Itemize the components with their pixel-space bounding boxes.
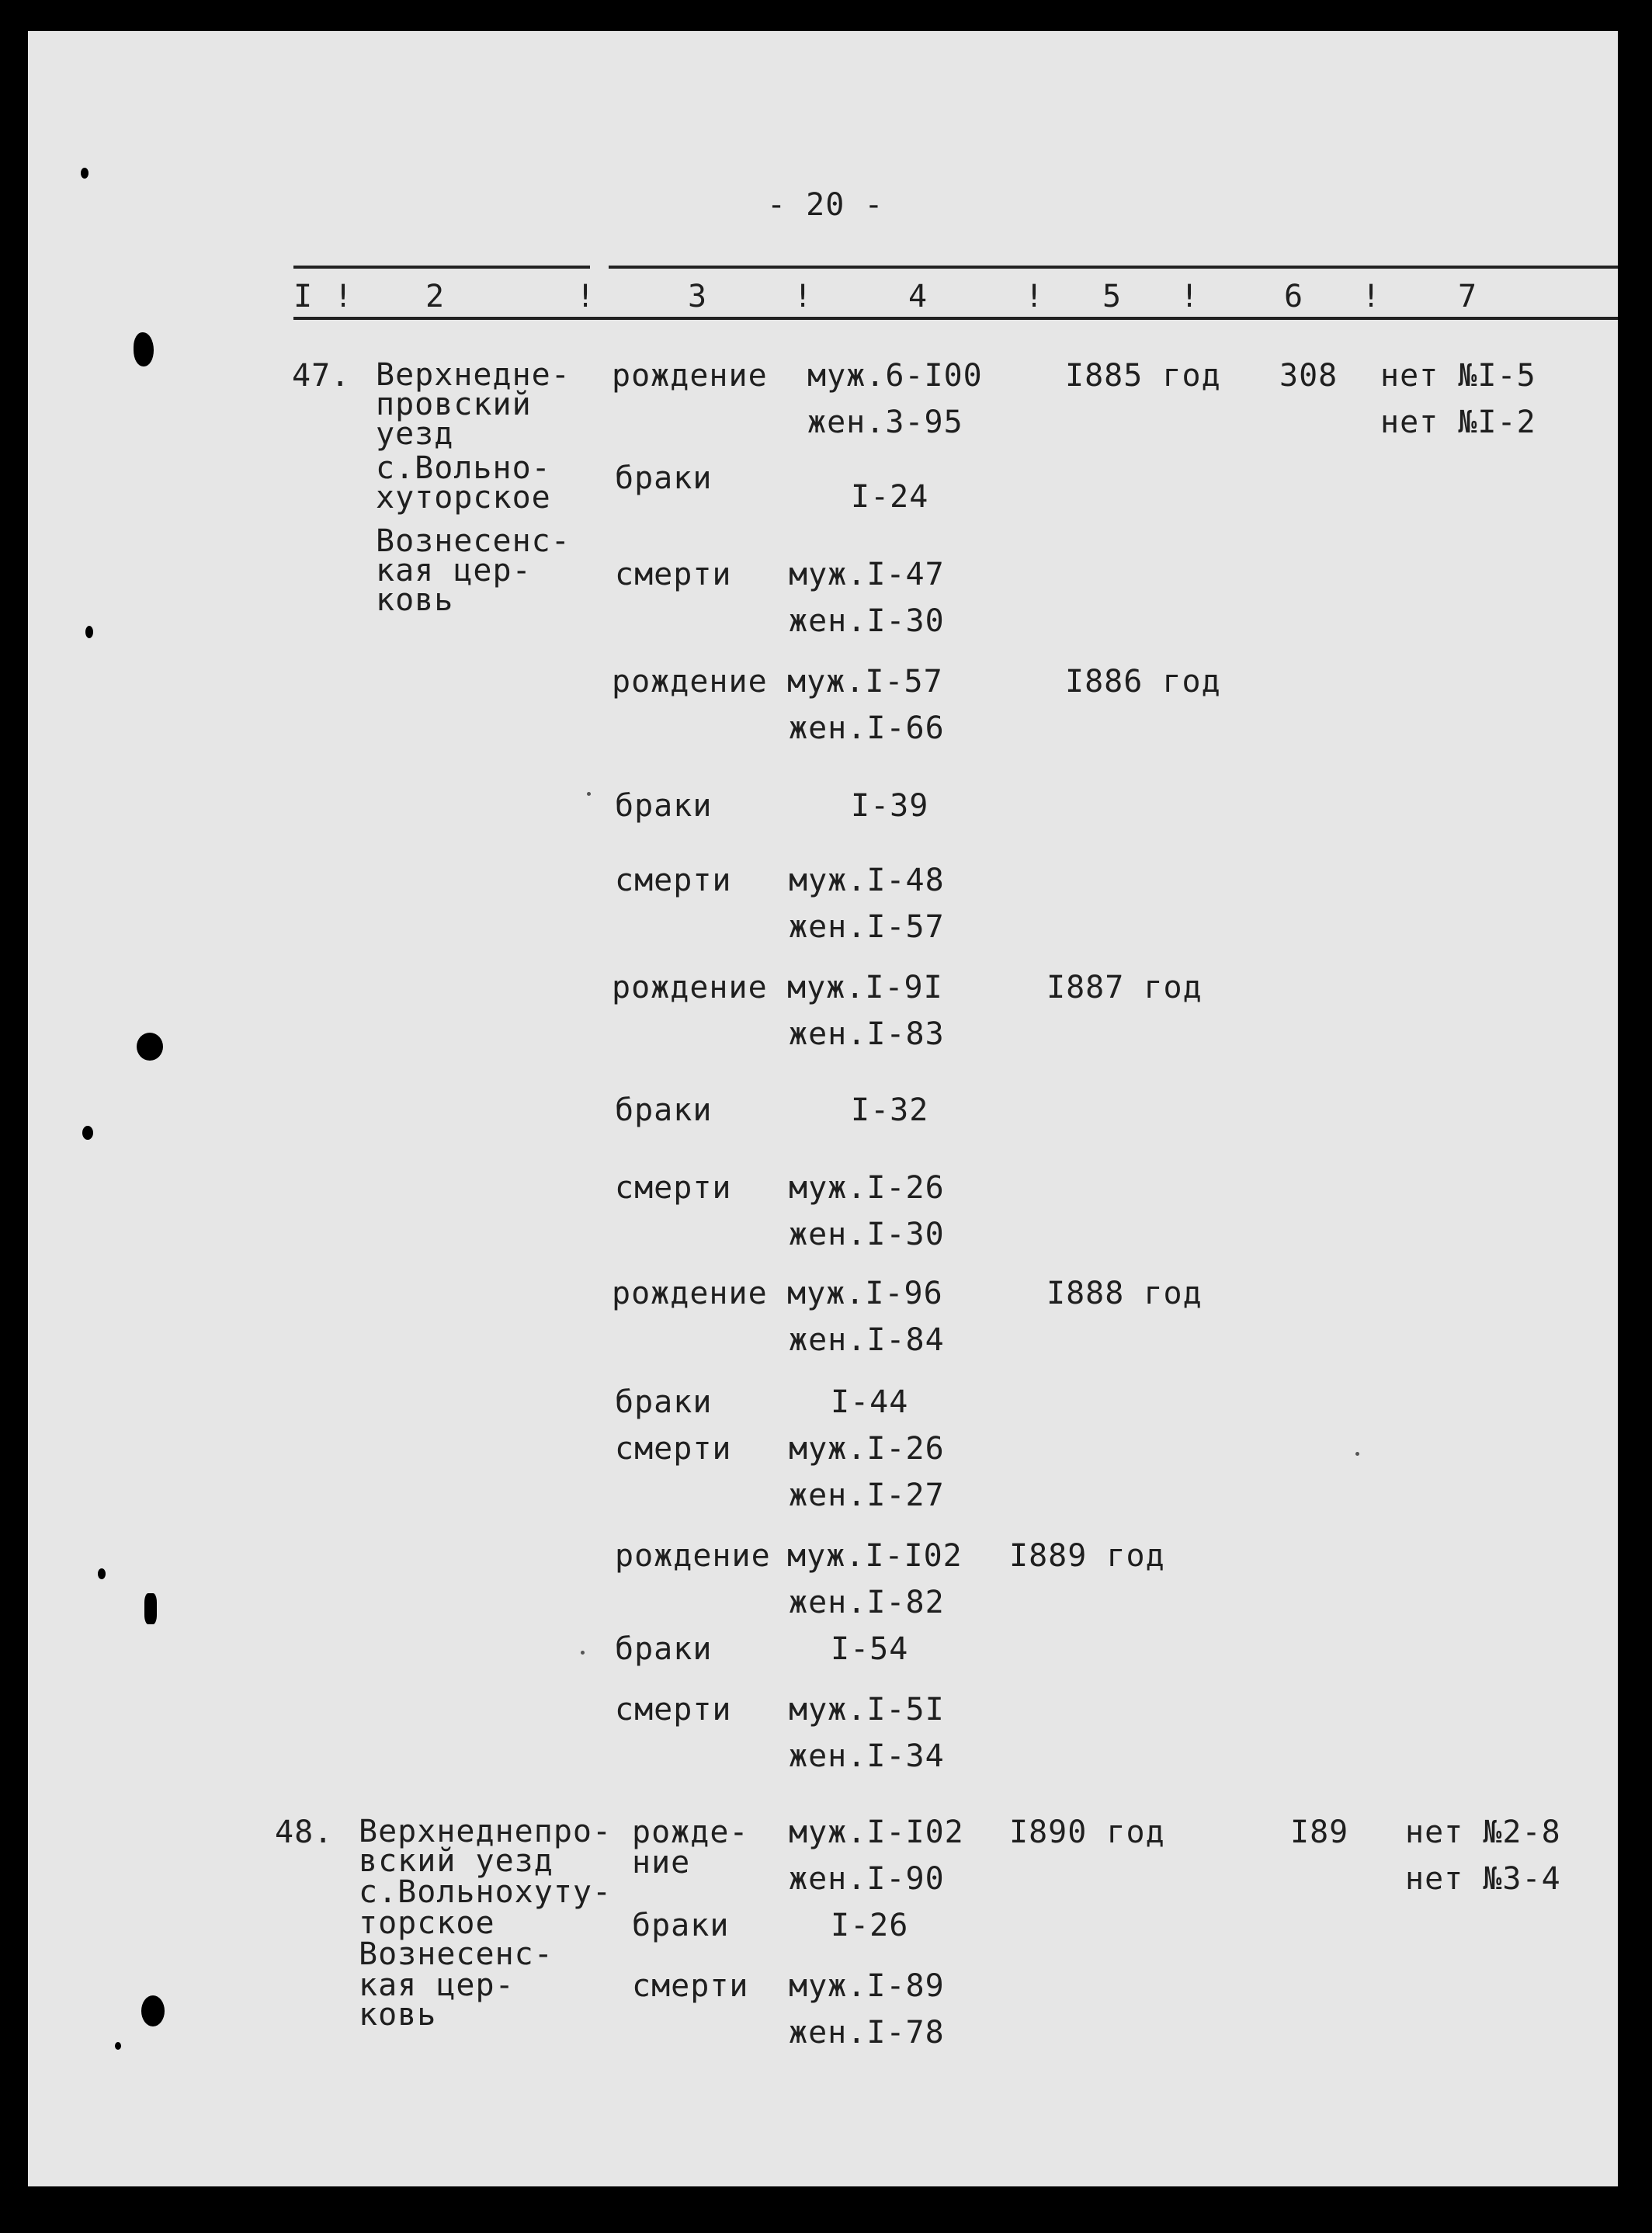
death-label: смерти [615, 1170, 732, 1206]
death-female: жен.I-30 [789, 1217, 945, 1252]
birth-label: рождение [612, 664, 768, 700]
header-rule-top-right [609, 266, 1618, 269]
birth-male: муж.I-I02 [787, 1538, 963, 1574]
page-number: - 20 - [767, 187, 884, 223]
birth-male: муж.I-I02 [789, 1815, 964, 1850]
death-male: муж.I-5I [789, 1692, 945, 1728]
birth-label: рождение [612, 358, 768, 394]
death-female: жен.I-30 [789, 603, 945, 639]
place-line: торское [359, 1905, 495, 1941]
column-separator: ! [793, 279, 814, 314]
column-separator: ! [1180, 279, 1200, 314]
year: I888 год [1046, 1276, 1203, 1311]
year: I889 год [1009, 1538, 1165, 1574]
place-line: ковь [376, 582, 454, 618]
death-label: смерти [632, 1968, 749, 2004]
birth-female: жен.I-83 [789, 1016, 945, 1052]
death-label: смерти [615, 557, 732, 592]
col7-value: нет №3-4 [1405, 1861, 1561, 1897]
birth-label: ние [632, 1845, 691, 1881]
death-female: жен.I-57 [789, 909, 945, 945]
marriage-label: браки [615, 1384, 713, 1420]
death-label: смерти [615, 863, 732, 898]
place-line: с.Вольно- [376, 450, 551, 486]
column-number: 7 [1458, 279, 1478, 314]
marriage-value: I-24 [851, 479, 929, 515]
col7-value: нет №I-2 [1380, 405, 1536, 440]
death-male: муж.I-48 [789, 863, 945, 898]
marriage-value: I-44 [831, 1384, 909, 1420]
birth-female: жен.3-95 [807, 405, 963, 440]
column-number: 3 [688, 279, 708, 314]
punch-hole [115, 2042, 121, 2050]
death-male: муж.I-47 [789, 557, 945, 592]
death-female: жен.I-34 [789, 1738, 945, 1774]
header-rule-bottom [293, 317, 1618, 320]
birth-female: жен.I-82 [789, 1585, 945, 1620]
col7-value: нет №I-5 [1380, 358, 1536, 394]
place-line: Вознесенс- [359, 1936, 554, 1972]
column-number: 2 [425, 279, 446, 314]
punch-hole [134, 332, 154, 366]
marriage-label: браки [615, 788, 713, 824]
punch-hole [144, 1593, 157, 1624]
entry-number: 48. [275, 1815, 334, 1850]
column-number: 4 [908, 279, 928, 314]
place-line: уезд [376, 416, 454, 452]
place-line: Верхнеднепро- [359, 1814, 613, 1849]
year: I890 год [1009, 1815, 1165, 1850]
place-line: Верхнедне- [376, 357, 571, 393]
death-female: жен.I-78 [789, 2015, 945, 2051]
birth-female: жен.I-84 [789, 1322, 945, 1358]
column-number: 6 [1284, 279, 1304, 314]
place-line: кая цер- [376, 553, 532, 589]
column-separator: ! [1362, 279, 1382, 314]
death-label: смерти [615, 1431, 732, 1467]
marriage-label: браки [615, 1631, 713, 1667]
punch-hole [137, 1033, 163, 1061]
column-number: 5 [1102, 279, 1123, 314]
place-line: провский [376, 387, 532, 422]
birth-male: муж.I-96 [787, 1276, 943, 1311]
birth-male: муж.I-57 [787, 664, 943, 700]
header-rule-top-left [293, 266, 590, 269]
punch-hole [85, 626, 93, 638]
punch-hole [141, 1995, 165, 2026]
place-line: хуторское [376, 480, 551, 516]
death-male: муж.I-89 [789, 1968, 945, 2004]
column-separator: ! [334, 279, 354, 314]
death-female: жен.I-27 [789, 1478, 945, 1513]
speck [587, 792, 591, 796]
birth-male: муж.I-9I [787, 970, 943, 1005]
birth-label: рожде- [632, 1815, 749, 1850]
year: I887 год [1046, 970, 1203, 1005]
year: I885 год [1065, 358, 1221, 394]
birth-label: рождение [612, 1276, 768, 1311]
birth-male: муж.6-I00 [807, 358, 983, 394]
death-male: муж.I-26 [789, 1431, 945, 1467]
col7-value: нет №2-8 [1405, 1815, 1561, 1850]
death-male: муж.I-26 [789, 1170, 945, 1206]
column-separator: ! [576, 279, 596, 314]
marriage-value: I-26 [831, 1908, 909, 1943]
entry-number: 47. [292, 358, 351, 394]
marriage-value: I-54 [831, 1631, 909, 1667]
place-line: кая цер- [359, 1967, 515, 2003]
marriage-label: браки [615, 460, 713, 496]
death-label: смерти [615, 1692, 732, 1728]
marriage-value: I-32 [851, 1092, 929, 1128]
place-line: Вознесенс- [376, 523, 571, 559]
punch-hole [82, 1126, 93, 1140]
column-number: I [293, 279, 314, 314]
place-line: с.Вольнохуту- [359, 1874, 613, 1910]
punch-hole [98, 1568, 106, 1579]
marriage-label: браки [615, 1092, 713, 1128]
marriage-label: браки [632, 1908, 730, 1943]
marriage-value: I-39 [851, 788, 929, 824]
birth-female: жен.I-66 [789, 710, 945, 746]
document-page [28, 31, 1618, 2186]
column-separator: ! [1025, 279, 1045, 314]
birth-label: рождение [615, 1538, 771, 1574]
speck [581, 1651, 585, 1655]
birth-female: жен.I-90 [789, 1861, 945, 1897]
place-line: вский уезд [359, 1843, 554, 1879]
birth-label: рождение [612, 970, 768, 1005]
punch-hole [81, 168, 88, 179]
col6-value: 308 [1279, 358, 1338, 394]
place-line: ковь [359, 1997, 437, 2033]
year: I886 год [1065, 664, 1221, 700]
col6-value: I89 [1290, 1815, 1349, 1850]
speck [1355, 1452, 1359, 1456]
